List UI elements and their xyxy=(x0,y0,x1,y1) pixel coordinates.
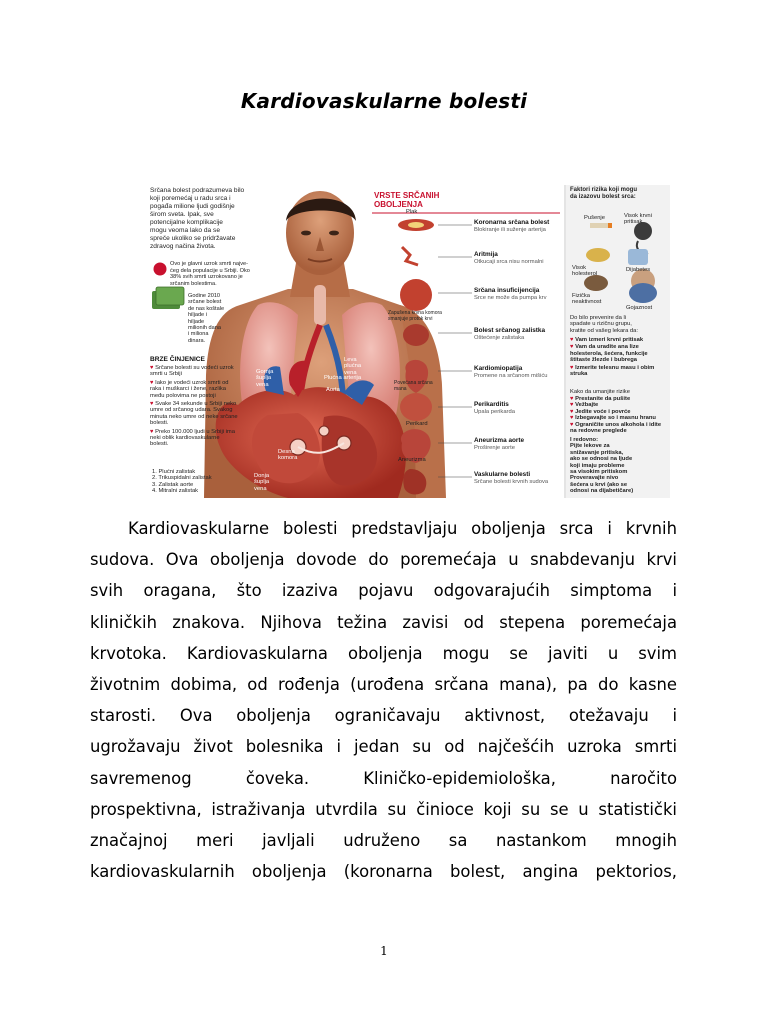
heart-icon: ♥ xyxy=(150,365,154,371)
page-number: 1 xyxy=(380,944,388,958)
intro-text: Srčana bolest podrazumeva bilo koji poremećaj u radu srca i pogađa milione ljudi godišnje širom sveta. Ipak, sve potencijalne komplikacije mogu veoma lako da se spreče ukoliko se pridržavate zdravog načina života. xyxy=(150,187,245,250)
text-line: Kardiovaskularne bolesti predstavljaju oboljenja srca i krvnih xyxy=(128,519,677,538)
text-line: životnim dobima, od rođenja (urođena srčana mana), pa do kasne xyxy=(90,674,677,694)
text-line: starosti. Ova oboljenja ograničavaju aktivnost, otežavaju i xyxy=(90,706,677,726)
text-line: ugrožavaju život bolesnika i jedan su od najčešćih uzroka smrti xyxy=(90,737,677,757)
risk-item-diabetes: Dijabetes xyxy=(626,267,651,273)
organ-label-blocked: Zapušena krvna komora smanjuje protok krvi xyxy=(388,310,442,322)
disease-desc: Upala perikarda xyxy=(474,409,515,415)
text-line: kliničkih znakova. Njihova težina zavisi od stepena poremećaja xyxy=(90,612,677,632)
risk-item-high-pressure: Visok krvni pritisak xyxy=(624,213,652,226)
risk-check: ♥ Vam izmeri krvni pritisak xyxy=(570,337,644,343)
risk-note: Do bilo prevenire da li spadate u rizičnu grupu, kratite od vašeg lekara da: xyxy=(570,315,638,334)
page-title: Kardiovaskularne bolesti xyxy=(240,89,528,113)
facts-heading: BRZE ČINJENICE xyxy=(150,356,205,363)
disease-desc: Otkucaji srca nisu normalni xyxy=(474,259,544,265)
prevent-item: ♥ Vežbajte xyxy=(570,402,599,409)
heart-icon: ♥ xyxy=(570,421,574,428)
label-aorta: Aorta xyxy=(326,387,340,393)
heart-icon: ♥ xyxy=(150,428,154,435)
text-line: savremenog čoveka. Kliničko-epidemiološka, naročito xyxy=(90,768,677,788)
prevent-item: ♥ Izbegavajte so i masnu hranu xyxy=(570,415,656,422)
organ-label-aneurysm: Aneurizma xyxy=(398,457,426,463)
risk-item-cholesterol: Visok holesterol xyxy=(572,265,598,278)
heart-icon: ♥ xyxy=(570,344,574,351)
label-right-ventricle: Desna komora xyxy=(278,449,298,462)
types-heading: VRSTE SRČANIH OBOLJENJA xyxy=(374,191,440,209)
risk-heading: Faktori rizika koji mogu da izazovu bolest srca: xyxy=(570,187,638,200)
heart-icon: ♥ xyxy=(150,379,154,386)
disease-type: Aneurizma aorte xyxy=(474,437,525,444)
disease-desc: Srčane bolesti krvnih sudova xyxy=(474,479,549,485)
disease-type: Kardiomiopatija xyxy=(474,365,523,372)
disease-desc: Oštećenje zalistaka xyxy=(474,335,525,341)
prevent-item: ♥ Jedite voće i povrće xyxy=(570,408,631,415)
risk-item-obesity: Gojaznost xyxy=(626,305,653,311)
disease-type: Perikarditis xyxy=(474,401,509,408)
heart-icon: ♥ xyxy=(570,408,574,415)
label-pulmonary-artery: Plućna arterija xyxy=(324,375,362,381)
fact-item: ♥ Preko 100.000 ljudi u Srbiji ima neki oblik kardiovaskularne bolesti. xyxy=(150,428,235,448)
fact-item: ♥ Srčane bolesti su vodeći uzrok smrti u Srbiji xyxy=(150,365,234,378)
heart-icon: ♥ xyxy=(570,364,574,371)
text-line: svih oragana, što izaziva pojavu odgovarajućih simptoma i xyxy=(90,581,677,601)
risk-item-smoking: Pušenje xyxy=(584,215,605,221)
risk-item-inactivity: Fizička neaktivnost xyxy=(572,293,602,306)
disease-desc: Proširenje aorte xyxy=(474,445,515,451)
risk-checks-list xyxy=(570,337,666,378)
facts-list xyxy=(150,365,238,450)
risk-check: ♥ Izmerite telesnu masu i obim struka xyxy=(570,364,655,378)
disease-type: Srčana insuficijencija xyxy=(474,287,540,294)
disease-type: Vaskularne bolesti xyxy=(474,471,531,478)
fact-item: ♥ Iako je vodeći uzrok smrti od raka i muškarci i žene, razlika među polovima ne postoji xyxy=(150,379,229,399)
label-left-pulmonary-vein: Leva plućna vena xyxy=(344,357,362,376)
body-paragraph xyxy=(90,513,677,887)
text-line: prospektivna, istraživanja utvrdila su činioce koji su se u statistički xyxy=(90,799,677,819)
organ-label-plaque: Plak xyxy=(406,209,418,215)
risk-check: ♥ Vam da uradite ana lize holesterola, šećera, funkcije štitaste žlezde i bubrega xyxy=(570,344,648,364)
heart-icon: ♥ xyxy=(570,415,574,422)
text-line: kardiovaskularnih oboljenja (koronarna bolest, angina pektorios, xyxy=(90,862,677,882)
prevent-list xyxy=(570,396,666,434)
text-line: krvotoka. Kardiovaskularna oboljenja mogu se javiti u svim xyxy=(90,643,677,663)
valve-list: 1. Plućni zalistak 2. Trikuspidalni zalistak 3. Zalistak aorte 4. Mitralni zalistak xyxy=(152,469,212,495)
text-line: sudova. Ova oboljenja dovode do poremećaja u snabdevanju krvi xyxy=(90,550,677,570)
text-line: značajnoj meri javljali udruženo sa nastankom mnogih xyxy=(90,830,677,850)
heart-icon: ♥ xyxy=(570,396,574,402)
year-text: Godine 2010 srčane bolest de nas koštale hiljade i hiljade milionih dana i miliona dinara. xyxy=(188,293,225,344)
organ-label-enlarged: Povećana srčana mana xyxy=(394,380,433,392)
heart-icon: ♥ xyxy=(150,401,154,408)
fact-item: ♥ Svake 34 sekunde u Srbiji neko umre od srčanog udara. Svakog minuta neko umre od neke srčane bolesti. xyxy=(150,401,238,427)
disease-type: Aritmija xyxy=(474,251,498,258)
disease-type: Koronarna srčana bolest xyxy=(474,219,550,226)
disease-type: Bolest srčanog zalistka xyxy=(474,327,546,334)
prevent-item: ♥ Ograničite unos alkohola i idite na redovne preglede xyxy=(570,421,662,435)
disease-desc: Promene na srčanom mišiću xyxy=(474,373,548,379)
disease-desc: Blokiranje ili suženje arterija xyxy=(474,227,546,233)
infographic-figure xyxy=(148,185,670,498)
heart-icon: ♥ xyxy=(570,402,574,409)
heart-icon: ♥ xyxy=(570,337,574,343)
organ-label-pericardium: Perikard xyxy=(406,421,428,427)
prevent-item: ♥ Prestanite da pušite xyxy=(570,396,631,402)
final-note: I redovno: Pijte lekove za snižavanje pritiska, ako se odnosi na ljude koji imaju probleme sa visokim pritiskom Proveravajte nivo šećera u krvi (ako se odnosi na dijabetičare) xyxy=(570,437,634,495)
prevent-heading: Kako da umanjite rizike xyxy=(570,389,630,395)
stat-text: Ovo je glavni uzrok smrti najve- ćeg dela populacije u Srbiji. Oko 38% svih smrti uzrokovano je srčanim bolestima. xyxy=(170,261,250,287)
label-inferior-vena-cava: Donja šuplja vena xyxy=(254,473,270,492)
disease-desc: Srce ne može da pumpa krv xyxy=(474,295,547,301)
label-superior-vena-cava: Gornja šuplja vena xyxy=(256,369,274,388)
